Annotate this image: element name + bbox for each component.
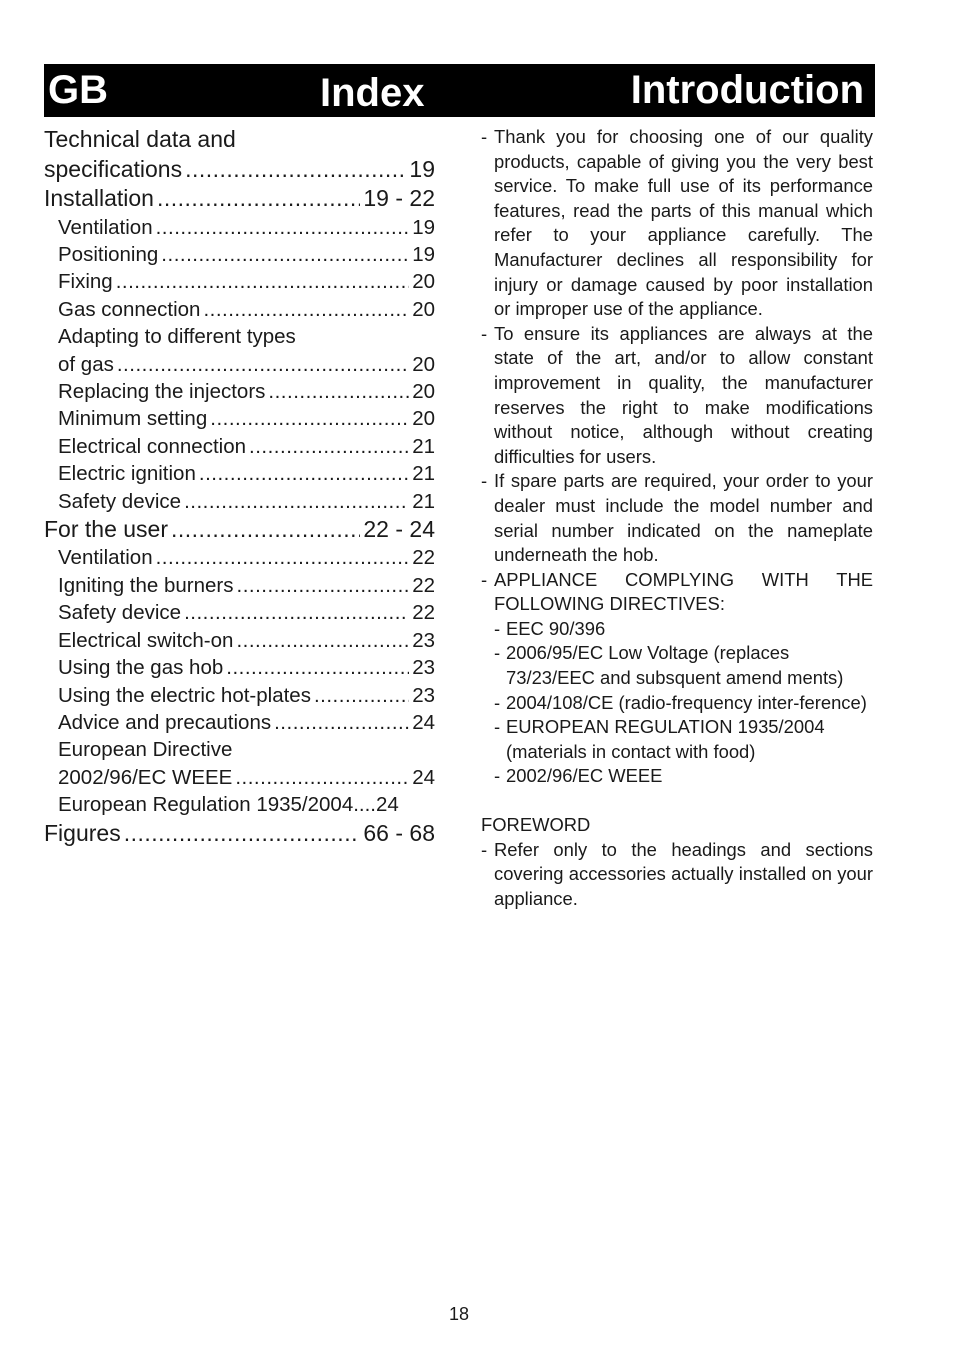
toc-entry-replacing-injectors[interactable]: Replacing the injectors ..... 20 [44, 378, 435, 405]
directive-item: - EUROPEAN REGULATION 1935/2004 (materials in contact with food) [494, 716, 825, 762]
intro-paragraph: - Thank you for choosing one of our quality products, capable of giving you the very best service. To make full use of its performance features, read the parts of this manual which refer to your appliance carefully. The Manufacturer declines all responsibility for injury or damage caused by poor installation or improper use of the appliance. [481, 126, 873, 320]
toc-entry-electric-ignition[interactable]: Electric ignition ..... 21 [44, 460, 435, 487]
toc-entry-using-gas-hob[interactable]: Using the gas hob ..... 23 [44, 654, 435, 681]
toc-entry-electrical-connection[interactable]: Electrical connection ..... 21 [44, 433, 435, 460]
intro-paragraph: - If spare parts are required, your order to your dealer must include the model number and serial number indicated on the nameplate underneath the hob. [481, 470, 873, 566]
toc-entry-figures[interactable]: Figures ..... 66 - 68 [44, 819, 435, 849]
toc-entry-safety-device[interactable]: Safety device ..... 21 [44, 488, 435, 515]
language-code: GB [48, 68, 108, 112]
introduction-text [481, 125, 873, 911]
toc-entry-technical-data[interactable]: specifications ..... 19 [44, 155, 435, 185]
toc-entry-installation[interactable]: Installation ..... 19 - 22 [44, 184, 435, 214]
foreword-paragraph: - Refer only to the headings and sections covering accessories actually installed on your appliance. [481, 838, 873, 909]
directive-item: - EEC 90/396 [494, 617, 606, 639]
toc-entry-user-ventilation[interactable]: Ventilation ..... 22 [44, 544, 435, 571]
toc-entry-gas-connection[interactable]: Gas connection ..... 20 [44, 296, 435, 323]
toc-adapting-line1: Adapting to different types [58, 325, 296, 349]
toc-entry-igniting-burners[interactable]: Igniting the burners ..... 22 [44, 572, 435, 599]
toc-entry-european-regulation[interactable]: European Regulation 1935/2004....24 [58, 793, 399, 817]
toc-entry-advice-precautions[interactable]: Advice and precautions ..... 24 [44, 709, 435, 736]
toc-entry-fixing[interactable]: Fixing ..... 20 [44, 268, 435, 295]
toc-entry-electrical-switch-on[interactable]: Electrical switch-on ..... 23 [44, 627, 435, 654]
header-bar [44, 64, 875, 117]
toc-directive-line1: European Directive [58, 738, 233, 762]
toc-entry-minimum-setting[interactable]: Minimum setting ..... 20 [44, 405, 435, 432]
toc-entry-electric-hot-plates[interactable]: Using the electric hot-plates ..... 23 [44, 682, 435, 709]
directive-item: - 2004/108/CE (radio-frequency inter-ference) [494, 691, 867, 713]
toc-entry-positioning[interactable]: Positioning ..... 19 [44, 241, 435, 268]
index-list [44, 125, 435, 848]
index-heading: Index [320, 71, 425, 115]
introduction-heading: Introduction [630, 68, 864, 112]
intro-paragraph: - To ensure its appliances are always at the state of the art, and/or to allow constant improvement in quality, the manufacturer reserves the right to make modifications without notice, although without creating difficulties for users. [481, 322, 873, 467]
toc-entry-user-safety-device[interactable]: Safety device ..... 22 [44, 599, 435, 626]
directive-item: - 2006/95/EC Low Voltage (replaces 73/23/EEC and subsquent amend ments) [494, 642, 844, 689]
toc-entry-for-the-user[interactable]: For the user ..... 22 - 24 [44, 515, 435, 545]
foreword-heading: FOREWORD [481, 814, 591, 836]
toc-entry-ventilation[interactable]: Ventilation ..... 19 [44, 214, 435, 241]
directive-item: - 2002/96/EC WEEE [494, 765, 663, 787]
toc-tech-line1: Technical data and [44, 126, 236, 152]
toc-entry-weee-directive[interactable]: 2002/96/EC WEEE ..... 24 [44, 764, 435, 791]
toc-entry-adapting-gas[interactable]: of gas ..... 20 [44, 351, 435, 378]
page-number: 18 [449, 1304, 470, 1324]
directives-heading: - APPLIANCE COMPLYING WITH THE FOLLOWING DIRECTIVES: [481, 568, 873, 615]
